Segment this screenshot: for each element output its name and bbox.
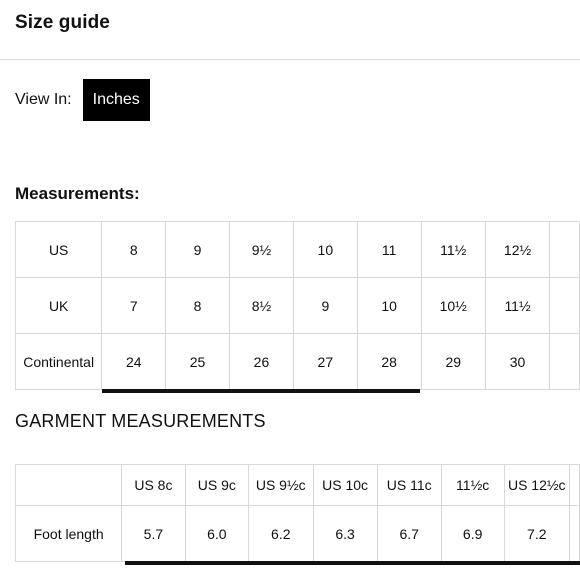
table-row — [16, 506, 580, 562]
table-cell: 29 — [421, 334, 485, 390]
column-header: US 9c — [185, 465, 248, 506]
table-cell: 6.0 — [185, 506, 248, 562]
garment-heading-text: GARMENT MEASUREMENTS — [15, 411, 266, 431]
table-cell-overflow — [550, 278, 580, 334]
table-cell: 11½ — [485, 278, 549, 334]
table-cell: 11 — [357, 222, 421, 278]
table-cell-overflow — [569, 506, 579, 562]
table-row — [16, 334, 580, 390]
measurements-heading: Measurements: — [15, 184, 140, 203]
column-header: US 9½c — [249, 465, 314, 506]
table-cell: 8 — [102, 222, 166, 278]
table-cell: 11½ — [421, 222, 485, 278]
table-cell: 10½ — [421, 278, 485, 334]
table-cell: 6.7 — [377, 506, 441, 562]
table-cell: 7.2 — [504, 506, 569, 562]
measurements-table — [15, 221, 580, 390]
table-row — [16, 222, 580, 278]
row-label: US — [16, 222, 102, 278]
view-in-label: View In: — [15, 91, 72, 108]
row-label: UK — [16, 278, 102, 334]
row-label: Foot length — [16, 506, 122, 562]
table-cell: 6.2 — [249, 506, 314, 562]
page-title: Size guide — [15, 12, 110, 33]
garment-scrollbar[interactable] — [125, 561, 580, 565]
table-cell: 24 — [102, 334, 166, 390]
column-header: US 11c — [377, 465, 441, 506]
column-header: 11½c — [441, 465, 504, 506]
table-cell-overflow — [550, 334, 580, 390]
table-cell: 9 — [293, 278, 357, 334]
table-cell: 10 — [293, 222, 357, 278]
unit-inches-button[interactable]: Inches — [83, 79, 150, 121]
table-cell: 6.3 — [313, 506, 377, 562]
header-bar — [0, 0, 580, 60]
table-cell: 9½ — [229, 222, 293, 278]
table-cell: 6.9 — [441, 506, 504, 562]
table-cell: 26 — [229, 334, 293, 390]
table-cell: 12½ — [485, 222, 549, 278]
empty-header-cell — [16, 465, 122, 506]
column-header: US 8c — [122, 465, 185, 506]
table-cell: 7 — [102, 278, 166, 334]
garment-measurements-table — [15, 464, 580, 562]
table-cell: 10 — [357, 278, 421, 334]
table-cell: 5.7 — [122, 506, 185, 562]
table-cell: 8½ — [229, 278, 293, 334]
table-cell: 8 — [166, 278, 230, 334]
garment-measurements-heading — [15, 411, 266, 432]
column-header: US 10c — [313, 465, 377, 506]
measurements-scrollbar[interactable] — [102, 389, 420, 393]
unit-selector — [15, 79, 150, 121]
table-row — [16, 278, 580, 334]
row-label: Continental — [16, 334, 102, 390]
table-cell: 27 — [293, 334, 357, 390]
table-cell: 25 — [166, 334, 230, 390]
column-header-overflow — [569, 465, 579, 506]
column-header: US 12½c — [504, 465, 569, 506]
table-header-row — [16, 465, 580, 506]
table-cell-overflow — [550, 222, 580, 278]
table-cell: 9 — [166, 222, 230, 278]
table-cell: 30 — [485, 334, 549, 390]
table-cell: 28 — [357, 334, 421, 390]
